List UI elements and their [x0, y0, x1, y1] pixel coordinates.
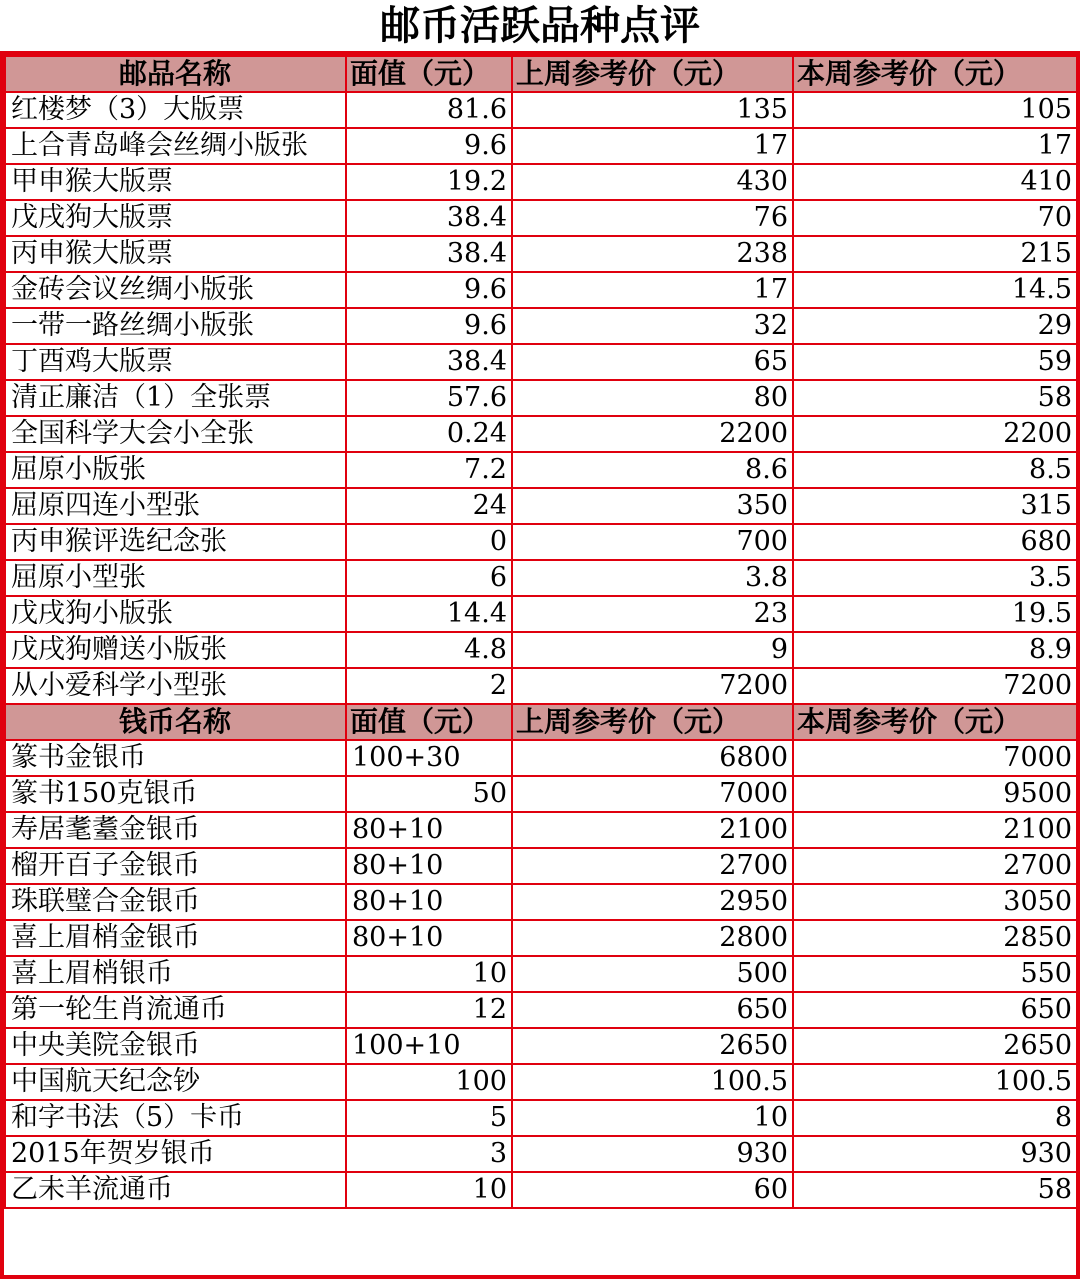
last-week-price: 700 — [512, 524, 793, 560]
item-name: 榴开百子金银币 — [5, 848, 346, 884]
item-name: 上合青岛峰会丝绸小版张 — [5, 128, 346, 164]
item-name: 屈原四连小型张 — [5, 488, 346, 524]
table-row — [5, 1064, 1077, 1100]
price-table — [4, 55, 1078, 1209]
table-row — [5, 920, 1077, 956]
table-row — [5, 128, 1077, 164]
item-name: 中央美院金银币 — [5, 1028, 346, 1064]
table-row — [5, 272, 1077, 308]
this-week-price: 2200 — [793, 416, 1077, 452]
this-week-price: 105 — [793, 92, 1077, 128]
item-name: 第一轮生肖流通币 — [5, 992, 346, 1028]
table-row — [5, 668, 1077, 704]
face-value: 10 — [346, 956, 512, 992]
face-value: 80+10 — [346, 920, 512, 956]
item-name: 金砖会议丝绸小版张 — [5, 272, 346, 308]
table-row — [5, 164, 1077, 200]
item-name: 屈原小型张 — [5, 560, 346, 596]
table-row — [5, 1136, 1077, 1172]
item-name: 戊戌狗小版张 — [5, 596, 346, 632]
table-row — [5, 92, 1077, 128]
last-week-price: 6800 — [512, 740, 793, 776]
item-name: 喜上眉梢金银币 — [5, 920, 346, 956]
item-name: 喜上眉梢银币 — [5, 956, 346, 992]
this-week-price: 29 — [793, 308, 1077, 344]
face-value-header: 面值（元） — [346, 704, 512, 740]
item-name: 中国航天纪念钞 — [5, 1064, 346, 1100]
face-value: 9.6 — [346, 128, 512, 164]
face-value: 81.6 — [346, 92, 512, 128]
this-week-price: 2650 — [793, 1028, 1077, 1064]
face-value: 24 — [346, 488, 512, 524]
last-week-price: 10 — [512, 1100, 793, 1136]
table-row — [5, 488, 1077, 524]
face-value: 57.6 — [346, 380, 512, 416]
this-week-price: 9500 — [793, 776, 1077, 812]
this-week-price: 59 — [793, 344, 1077, 380]
this-week-price: 70 — [793, 200, 1077, 236]
face-value: 2 — [346, 668, 512, 704]
this-week-price: 2850 — [793, 920, 1077, 956]
last-week-price: 2200 — [512, 416, 793, 452]
last-week-price: 430 — [512, 164, 793, 200]
item-name: 丁酉鸡大版票 — [5, 344, 346, 380]
last-week-price: 2100 — [512, 812, 793, 848]
face-value: 10 — [346, 1172, 512, 1208]
this-week-price: 17 — [793, 128, 1077, 164]
item-name: 戊戌狗赠送小版张 — [5, 632, 346, 668]
last-week-price: 135 — [512, 92, 793, 128]
this-week-price: 8 — [793, 1100, 1077, 1136]
this-week-price: 3.5 — [793, 560, 1077, 596]
item-name: 2015年贺岁银币 — [5, 1136, 346, 1172]
this-week-price: 8.5 — [793, 452, 1077, 488]
item-name: 甲申猴大版票 — [5, 164, 346, 200]
table-row — [5, 848, 1077, 884]
table-row — [5, 632, 1077, 668]
this-week-price: 100.5 — [793, 1064, 1077, 1100]
last-week-price: 7200 — [512, 668, 793, 704]
last-week-price: 8.6 — [512, 452, 793, 488]
face-value: 5 — [346, 1100, 512, 1136]
table-row — [5, 344, 1077, 380]
face-value: 100 — [346, 1064, 512, 1100]
table-row — [5, 740, 1077, 776]
item-name: 屈原小版张 — [5, 452, 346, 488]
item-name: 珠联璧合金银币 — [5, 884, 346, 920]
item-name: 篆书150克银币 — [5, 776, 346, 812]
last-week-price: 80 — [512, 380, 793, 416]
this-week-price: 215 — [793, 236, 1077, 272]
face-value: 50 — [346, 776, 512, 812]
face-value: 7.2 — [346, 452, 512, 488]
table-row — [5, 596, 1077, 632]
this-week-price: 7000 — [793, 740, 1077, 776]
face-value: 14.4 — [346, 596, 512, 632]
item-name: 红楼梦（3）大版票 — [5, 92, 346, 128]
table-row — [5, 524, 1077, 560]
page-title: 邮币活跃品种点评 — [380, 3, 700, 49]
last-week-price: 60 — [512, 1172, 793, 1208]
stamps-header-row — [5, 56, 1077, 92]
item-name: 乙未羊流通币 — [5, 1172, 346, 1208]
this-week-price: 680 — [793, 524, 1077, 560]
face-value: 12 — [346, 992, 512, 1028]
this-week-price-header: 本周参考价（元） — [793, 56, 1077, 92]
last-week-price: 7000 — [512, 776, 793, 812]
face-value: 80+10 — [346, 884, 512, 920]
face-value: 3 — [346, 1136, 512, 1172]
this-week-price: 3050 — [793, 884, 1077, 920]
face-value: 38.4 — [346, 344, 512, 380]
table-row — [5, 812, 1077, 848]
this-week-price: 14.5 — [793, 272, 1077, 308]
item-name: 一带一路丝绸小版张 — [5, 308, 346, 344]
item-name: 丙申猴大版票 — [5, 236, 346, 272]
item-name: 戊戌狗大版票 — [5, 200, 346, 236]
last-week-price: 2700 — [512, 848, 793, 884]
last-week-price: 500 — [512, 956, 793, 992]
last-week-price: 2800 — [512, 920, 793, 956]
table-row — [5, 1172, 1077, 1208]
table-row — [5, 884, 1077, 920]
this-week-price: 315 — [793, 488, 1077, 524]
table-row — [5, 1028, 1077, 1064]
last-week-price: 65 — [512, 344, 793, 380]
face-value: 100+30 — [346, 740, 512, 776]
name-header: 邮品名称 — [5, 56, 346, 92]
last-week-price: 17 — [512, 128, 793, 164]
last-week-price: 930 — [512, 1136, 793, 1172]
this-week-price: 410 — [793, 164, 1077, 200]
item-name: 全国科学大会小全张 — [5, 416, 346, 452]
face-value: 19.2 — [346, 164, 512, 200]
face-value: 6 — [346, 560, 512, 596]
face-value: 100+10 — [346, 1028, 512, 1064]
face-value: 38.4 — [346, 200, 512, 236]
item-name: 从小爱科学小型张 — [5, 668, 346, 704]
this-week-price: 2100 — [793, 812, 1077, 848]
this-week-price: 58 — [793, 380, 1077, 416]
this-week-price: 2700 — [793, 848, 1077, 884]
last-week-price-header: 上周参考价（元） — [512, 704, 793, 740]
last-week-price: 350 — [512, 488, 793, 524]
table-row — [5, 956, 1077, 992]
table-row — [5, 416, 1077, 452]
last-week-price: 238 — [512, 236, 793, 272]
coins-header-row — [5, 704, 1077, 740]
face-value: 0.24 — [346, 416, 512, 452]
this-week-price: 550 — [793, 956, 1077, 992]
last-week-price: 2950 — [512, 884, 793, 920]
last-week-price: 100.5 — [512, 1064, 793, 1100]
face-value: 9.6 — [346, 308, 512, 344]
table-row — [5, 452, 1077, 488]
face-value: 4.8 — [346, 632, 512, 668]
item-name: 篆书金银币 — [5, 740, 346, 776]
item-name: 寿居耄耋金银币 — [5, 812, 346, 848]
table-row — [5, 380, 1077, 416]
table-row — [5, 236, 1077, 272]
this-week-price: 19.5 — [793, 596, 1077, 632]
item-name: 丙申猴评选纪念张 — [5, 524, 346, 560]
face-value: 0 — [346, 524, 512, 560]
this-week-price: 8.9 — [793, 632, 1077, 668]
face-value-header: 面值（元） — [346, 56, 512, 92]
last-week-price: 23 — [512, 596, 793, 632]
this-week-price: 930 — [793, 1136, 1077, 1172]
this-week-price: 650 — [793, 992, 1077, 1028]
face-value: 38.4 — [346, 236, 512, 272]
this-week-price-header: 本周参考价（元） — [793, 704, 1077, 740]
face-value: 80+10 — [346, 848, 512, 884]
this-week-price: 7200 — [793, 668, 1077, 704]
table-row — [5, 776, 1077, 812]
face-value: 80+10 — [346, 812, 512, 848]
table-row — [5, 1100, 1077, 1136]
item-name: 和字书法（5）卡币 — [5, 1100, 346, 1136]
last-week-price: 76 — [512, 200, 793, 236]
this-week-price: 58 — [793, 1172, 1077, 1208]
face-value: 9.6 — [346, 272, 512, 308]
table-row — [5, 200, 1077, 236]
last-week-price: 650 — [512, 992, 793, 1028]
table-row — [5, 308, 1077, 344]
last-week-price: 17 — [512, 272, 793, 308]
table-row — [5, 992, 1077, 1028]
item-name: 清正廉洁（1）全张票 — [5, 380, 346, 416]
last-week-price: 9 — [512, 632, 793, 668]
last-week-price: 32 — [512, 308, 793, 344]
last-week-price-header: 上周参考价（元） — [512, 56, 793, 92]
last-week-price: 3.8 — [512, 560, 793, 596]
table-row — [5, 560, 1077, 596]
name-header: 钱币名称 — [5, 704, 346, 740]
last-week-price: 2650 — [512, 1028, 793, 1064]
